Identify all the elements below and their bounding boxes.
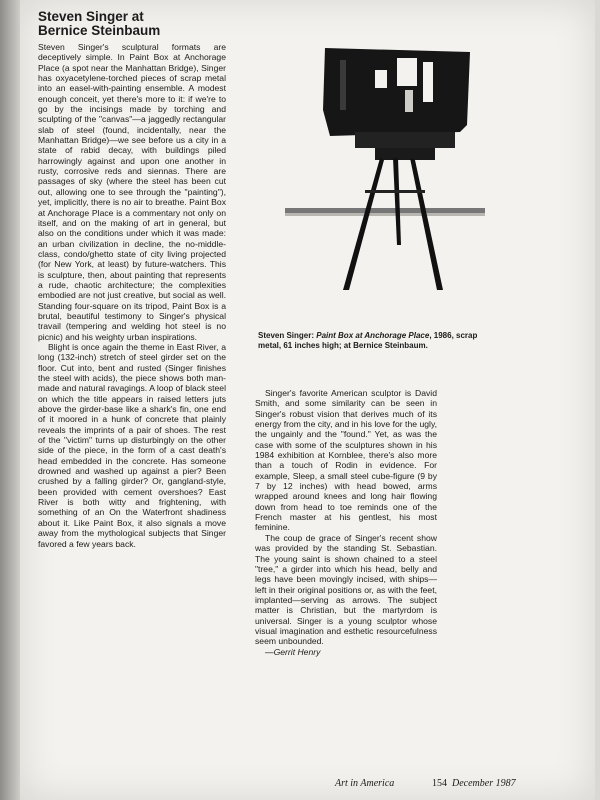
figure-caption (258, 331, 498, 351)
article-headline (38, 10, 226, 38)
page-shadow (0, 0, 20, 800)
caption-artist: Steven Singer: (258, 331, 317, 340)
page-number: 154 (432, 778, 447, 789)
caption-title: Paint Box at Anchorage Place (316, 331, 430, 340)
paragraph-3: Singer's favorite American sculptor is David Smith, and some similarity can be seen in Singer's robust vision that derives much of its energy from the city, and in his love for the ugly, the ungainly and the "found." Yet, as was the case with some of the sculptures shown in his 1984 exhibition at Kornblee, there's also more than a touch of Rodin in evidence. For example, Sleep, a small steel cube-figure (9 by 7 by 12 inches) with head bowed, arms wrapped around knees and long hair flowing down from head to toe reminds one of the French master at his gentlest, his most feminine. (255, 388, 437, 533)
caption-details: , 1986, scrap metal, 61 inches high; at Bernice Steinbaum. (258, 331, 478, 350)
left-column (38, 10, 226, 549)
footer-magazine: Art in America (335, 778, 395, 789)
right-column-text (255, 388, 437, 657)
issue-date: December 1987 (452, 778, 516, 789)
paragraph-4: The coup de grace of Singer's recent show was provided by the standing St. Sebastian. The young saint is shown chained to a steel "tree," a girder into which his head, belly and legs have been movingly incised, with ships—left in their original positions or, as with the feet, implanted—serving as arrows. The subject matter is Christian, but the martyrdom is universal. Singer is a young sculptor whose visual imagination and esthetic resourcefulness seem unbounded. (255, 532, 437, 647)
headline-line-2: Bernice Steinbaum (38, 23, 161, 38)
byline: —Gerrit Henry (265, 646, 321, 657)
sculpture-photo (285, 40, 485, 295)
left-column-text (38, 42, 226, 549)
headline-line-1: Steven Singer at (38, 9, 144, 24)
right-column (255, 388, 437, 657)
paragraph-2: Blight is once again the theme in East River, a long (132-inch) stretch of steel girder set on the floor. Cut into, bent and rusted (Singer finishes the steel with acids), the piece shows both man-made and natural ravagings. A loop of black steel on which the title appears in raised letters juts above the girder-base like a shark's fin, one end of it moored in a hunk of concrete that plainly reveals the imprints of a pair of shoes. The rest of the "victim" turns up disturbingly on the other side of the piece, in the form of a cast death's head embedded in the concrete. Has someone drowned and washed up against a pier? Been crushed by a falling girder? Or, gangland-style, been provided with cement overshoes? East River is both witty and frightening, with something of an On the Waterfront shadiness about it. Like Paint Box, it also signals a move away from the mythological subjects that Singer favored a few years back. (38, 341, 226, 549)
footer-page-info (432, 778, 516, 789)
paragraph-1: Steven Singer's sculptural formats are deceptively simple. In Paint Box at Anchorage Place (a spot near the Manhattan Bridge), Singer has oxyacetylene-torched pieces of scrap metal into an easel-with-painting ensemble. A modest enough conceit, yet there's more to it: if we're to go by the incisings made by torching and sculpting of the "canvas"—a jaggedly rectangular slab of steel (found, incidentally, near the Manhattan Bridge)—we see before us a city in a state of rabid decay, with buildings piled harrowingly against and upon one another in rusty, corrosive reds and siennas. There are passages of sky (where the steel has been cut out, allowing one to see through the "painting"), yet, implicitly, there is no air to breathe. Paint Box at Anchorage Place is a commentary not only on itself, and on the making of art in general, but also on the conditions under which it was made: an urban civilization in decline, the no-middle-class, condo/ghetto state of city living projected (for New York, at least) by future-watchers. This is sculpture, then, about painting that represents a rude, chaotic architecture; the complexities embodied are not just creative, but social as well. Standing four-square on its tripod, Paint Box is a brutal, beautiful testimony to Singer's physical travail (tempering and welding hot steel is no picnic) and his weighty urban inspirations. (38, 42, 226, 342)
